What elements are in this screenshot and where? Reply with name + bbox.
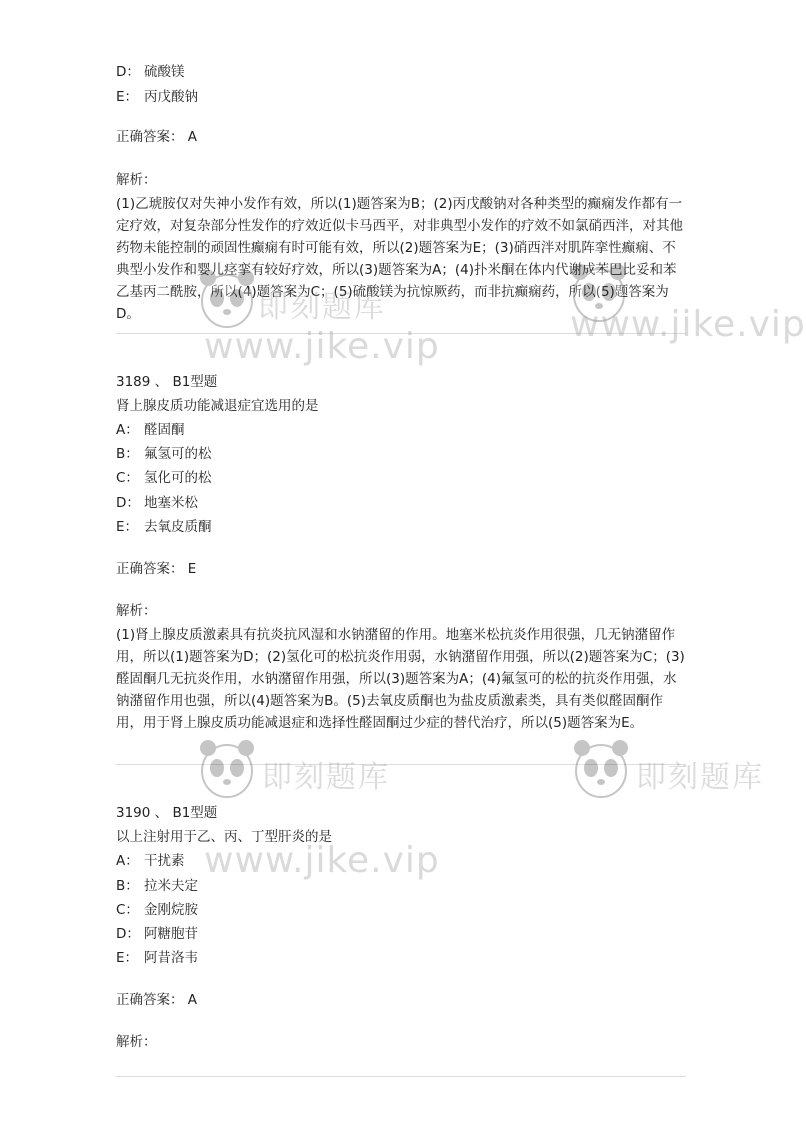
watermark-url: www.jike.vip xyxy=(204,326,440,367)
option-c xyxy=(116,900,198,920)
option-letter: D： xyxy=(116,926,140,942)
watermark-brand: 即刻题库 xyxy=(258,290,386,325)
correct-answer xyxy=(116,559,196,579)
option-text: 阿糖胞苷 xyxy=(144,926,198,942)
option-letter: D： xyxy=(116,64,140,80)
option-letter: C： xyxy=(116,470,139,486)
option-text: 醛固酮 xyxy=(144,422,185,438)
watermark-brand: 即刻题库 xyxy=(636,760,764,795)
question-divider xyxy=(116,764,686,765)
answer-value: E xyxy=(187,561,197,577)
option-text: 氟氢可的松 xyxy=(144,446,212,462)
watermark-url: www.jike.vip xyxy=(204,840,440,881)
question-stem: 以上注射用于乙、丙、丁型肝炎的是 xyxy=(116,829,332,845)
option-b xyxy=(116,876,198,896)
option-text: 丙戊酸钠 xyxy=(144,89,198,105)
panda-watermark-icon xyxy=(198,738,256,800)
option-c xyxy=(116,468,212,488)
panda-watermark-icon xyxy=(572,738,630,800)
option-text: 金刚烷胺 xyxy=(144,902,198,918)
option-letter: B： xyxy=(116,878,139,894)
option-e xyxy=(116,517,212,537)
option-text: 硫酸镁 xyxy=(144,64,185,80)
option-text: 地塞米松 xyxy=(144,495,198,511)
option-e xyxy=(116,948,198,968)
option-text: 干扰素 xyxy=(144,853,185,869)
option-text: 拉米夫定 xyxy=(144,878,198,894)
option-e xyxy=(116,87,198,107)
analysis-label: 解析： xyxy=(116,172,157,188)
answer-value: A xyxy=(187,129,198,145)
option-letter: C： xyxy=(116,902,139,918)
analysis-label: 解析： xyxy=(116,1034,157,1050)
option-d xyxy=(116,493,198,513)
correct-answer xyxy=(116,127,197,147)
question-stem: 肾上腺皮质功能减退症宜选用的是 xyxy=(116,398,319,414)
option-letter: D： xyxy=(116,495,140,511)
question-number: 3190 、 B1型题 xyxy=(116,805,218,821)
option-letter: B： xyxy=(116,446,139,462)
analysis-text: (1)肾上腺皮质激素具有抗炎抗风湿和水钠潴留的作用。地塞米松抗炎作用很强，几无钠潴留作用，所以(1)题答案为D；(2)氢化可的松抗炎作用弱，水钠潴留作用强，所以(2)题答案为C；(3)醛固酮几无抗炎作用，水钠潴留作用强，所以(3)题答案为A；(4)氟氢可的松的抗炎作用强，水钠潴留作用也强，所以(4)题答案为B。(5)去氧皮质酮也为盐皮质激素类，具有类似醛固酮作用，用于肾上腺皮质功能减退症和选择性醛固酮过少症的替代治疗，所以(5)题答案为E。 xyxy=(116,627,685,731)
question-divider xyxy=(116,1076,686,1077)
answer-value: A xyxy=(187,992,198,1008)
option-a xyxy=(116,851,185,871)
option-letter: A： xyxy=(116,853,139,869)
option-d xyxy=(116,62,185,82)
option-letter: A： xyxy=(116,422,139,438)
option-text: 阿昔洛韦 xyxy=(144,950,198,966)
watermark-brand: 即刻题库 xyxy=(262,760,390,795)
option-letter: E： xyxy=(116,519,139,535)
answer-label: 正确答案： xyxy=(116,561,184,577)
option-text: 氢化可的松 xyxy=(144,470,212,486)
option-letter: E： xyxy=(116,950,139,966)
option-a xyxy=(116,420,185,440)
analysis-text: (1)乙琥胺仅对失神小发作有效，所以(1)题答案为B；(2)丙戊酸钠对各种类型的癫痫发作都有一定疗效，对复杂部分性发作的疗效近似卡马西平，对非典型小发作的疗效不如氯硝西泮，对其他药物未能控制的顽固性癫痫有时可能有效，所以(2)题答案为E；(3)硝西泮对肌阵挛性癫痫、不典型小发作和婴儿痉挛有较好疗效，所以(3)题答案为A；(4)扑米酮在体内代谢成苯巴比妥和苯乙基丙二酰胺，所以(4)题答案为C；(5)硫酸镁为抗惊厥药，而非抗癫痫药，所以(5)题答案为D。 xyxy=(116,196,683,322)
answer-label: 正确答案： xyxy=(116,992,184,1008)
option-text: 去氧皮质酮 xyxy=(144,519,212,535)
option-b xyxy=(116,444,212,464)
correct-answer xyxy=(116,990,197,1010)
question-divider xyxy=(116,333,686,334)
option-d xyxy=(116,924,198,944)
question-number: 3189 、 B1型题 xyxy=(116,374,218,390)
watermark-url: www.jike.vip xyxy=(570,304,806,345)
option-letter: E： xyxy=(116,89,139,105)
answer-label: 正确答案： xyxy=(116,129,184,145)
analysis-label: 解析： xyxy=(116,603,157,619)
